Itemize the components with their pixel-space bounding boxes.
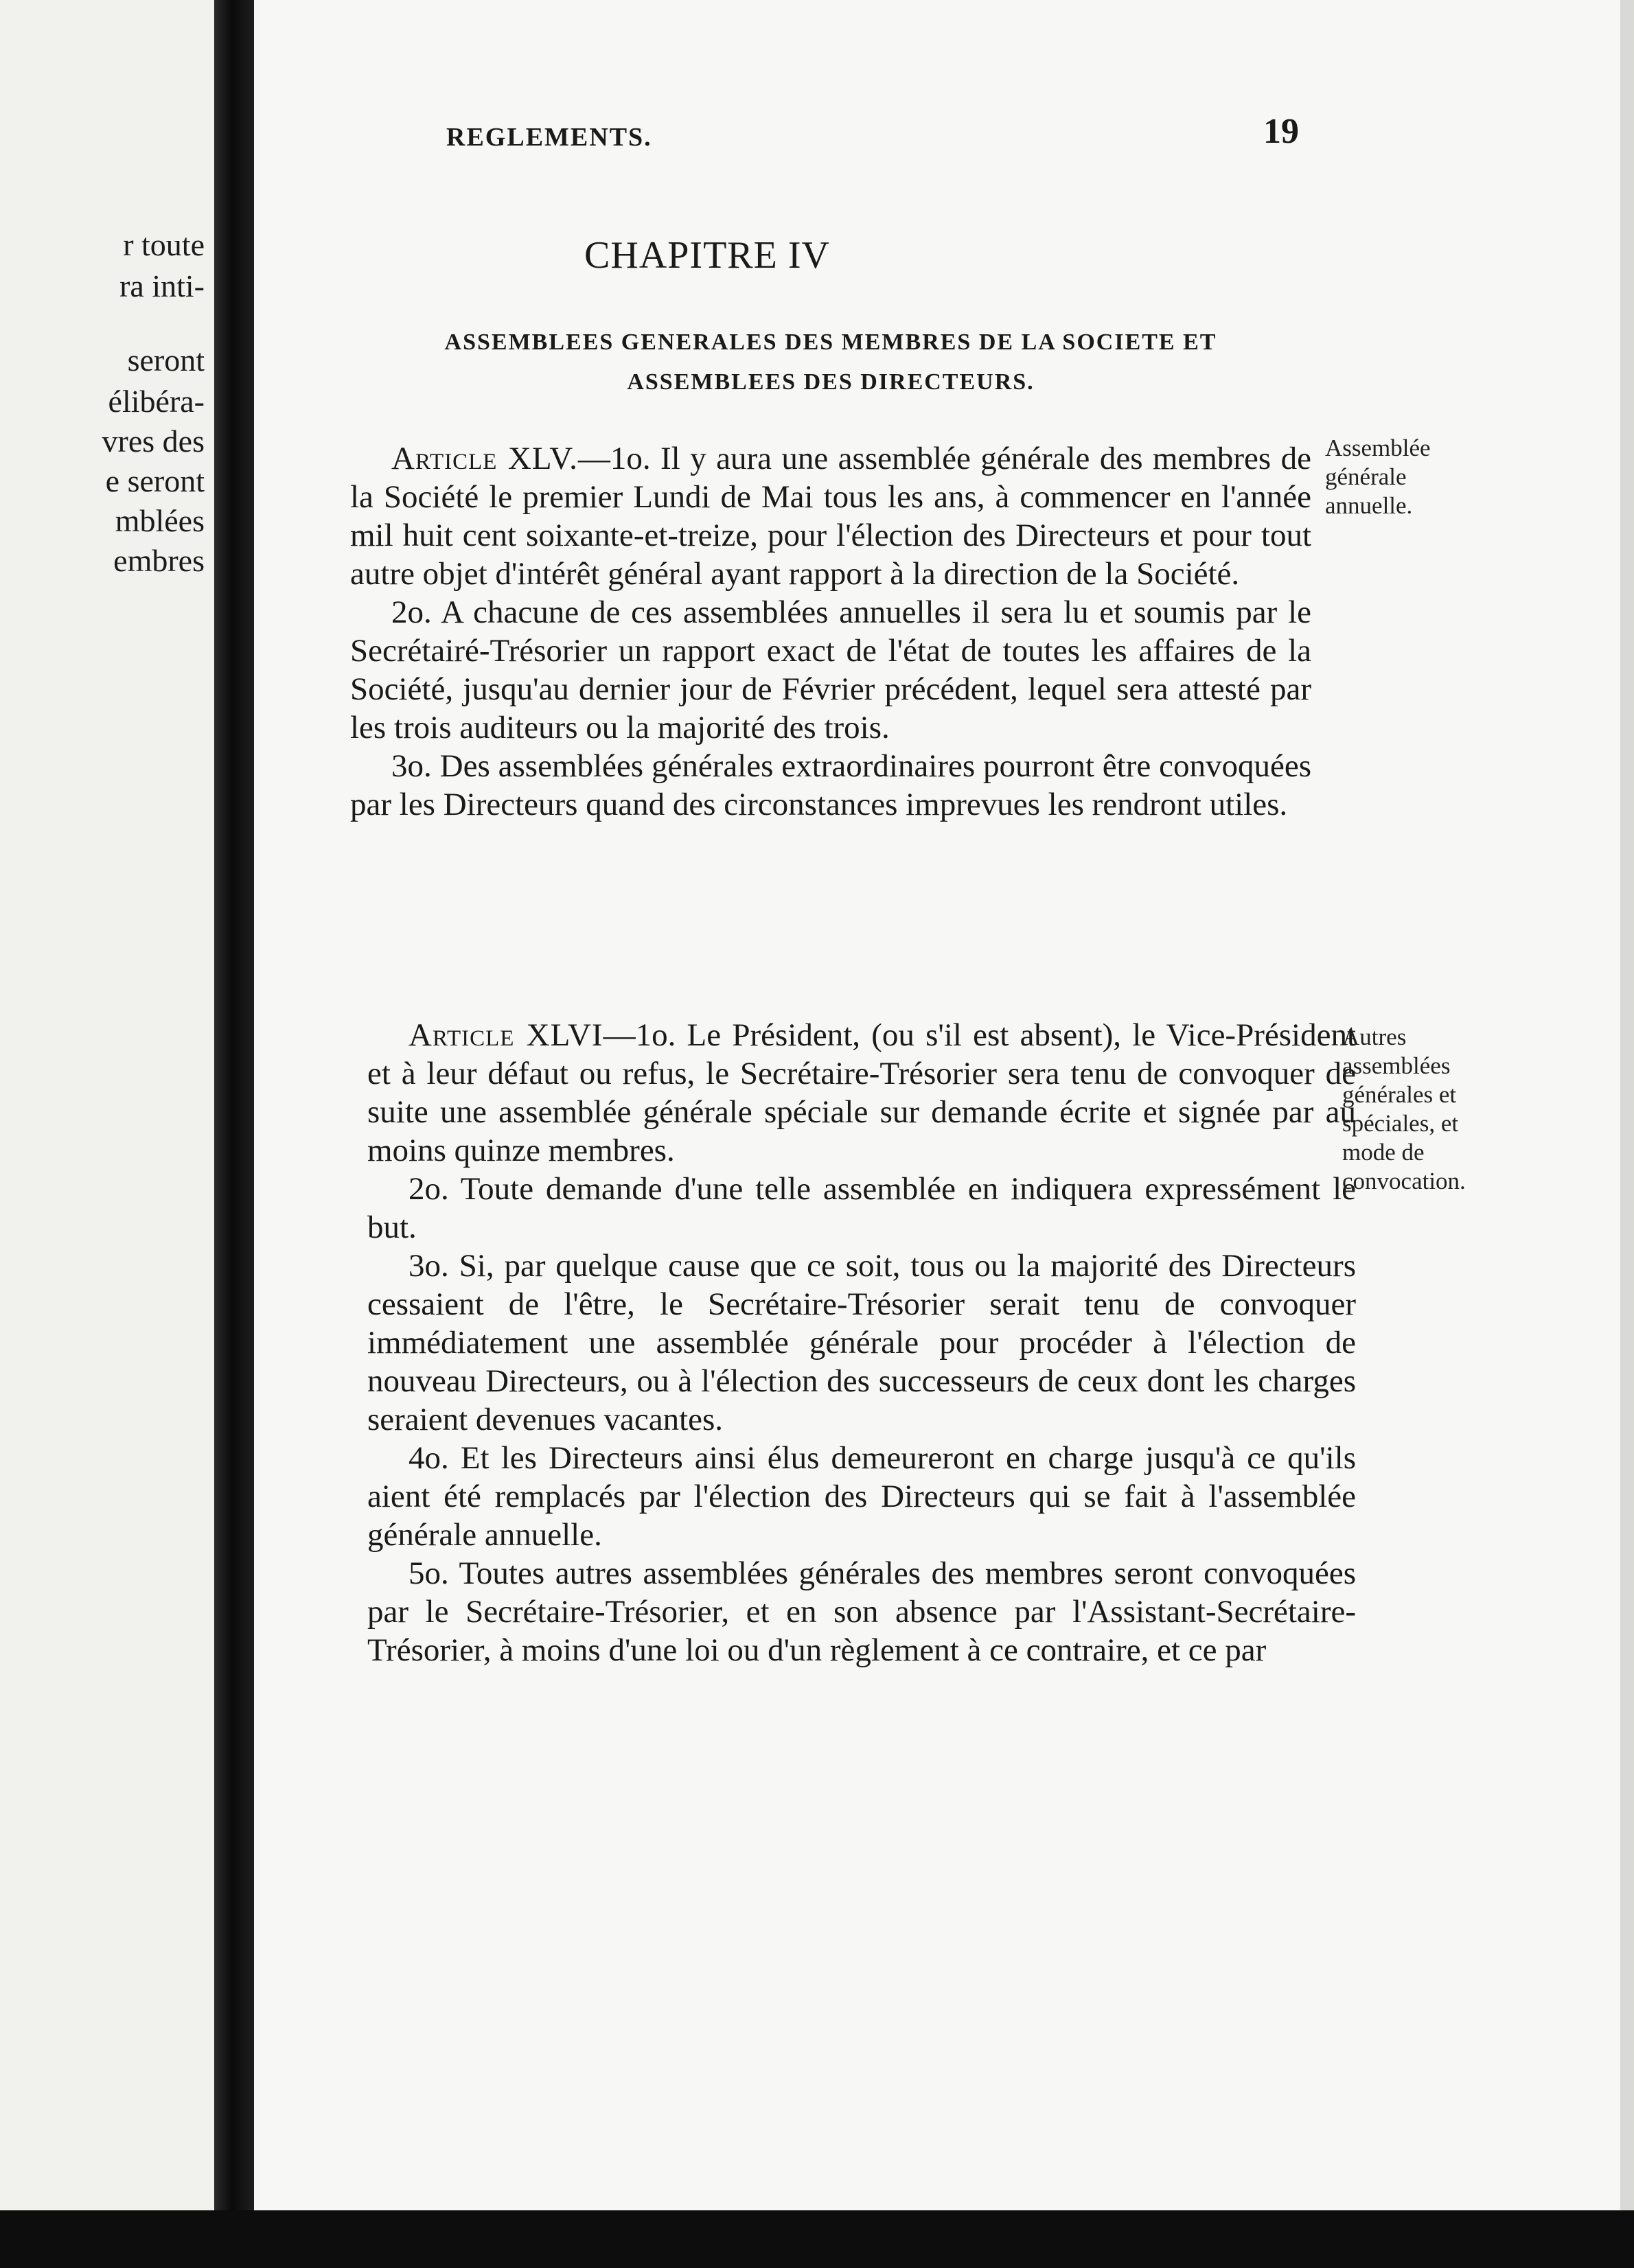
left-page-fragment: vres des xyxy=(102,424,205,459)
article-paragraph xyxy=(367,1016,1356,1170)
article-paragraph: 3o. Des assemblées générales extraordinaires pourront être convoquées par les Directeurs quand des circonstances imprevues les rendront utiles. xyxy=(350,748,1311,822)
page-number: 19 xyxy=(1263,112,1299,151)
left-page-fragment: ra inti- xyxy=(119,268,205,303)
left-page-fragment: mblées xyxy=(115,503,205,538)
left-page-fragment: r toute xyxy=(123,227,205,262)
scan-border xyxy=(0,2210,1634,2268)
left-page-fragment: embres xyxy=(113,543,205,578)
left-page-fragment: seront xyxy=(127,343,205,378)
section-heading xyxy=(336,323,1325,402)
article-paragraph xyxy=(350,439,1311,593)
article-45 xyxy=(350,439,1311,824)
article-paragraph: 2o. A chacune de ces assemblées annuelles il sera lu et soumis par le Secrétairé-Trésorier un rapport exact de l'état de toutes les affaires de la Société, jusqu'au dernier jour de Février précédent, lequel sera attesté par les trois auditeurs ou la majorité des trois. xyxy=(350,594,1311,745)
page-edge xyxy=(1620,0,1634,2210)
left-facing-page xyxy=(0,0,214,2268)
left-page-fragment: e seront xyxy=(105,463,205,498)
article-paragraph: 5o. Toutes autres assemblées générales des membres seront convoquées par le Secrétaire-Trésorier, et en son absence par l'Assistant-Secrétaire-Trésorier, à moins d'une loi ou d'un règlement à ce contraire, et ce par xyxy=(367,1555,1356,1668)
article-paragraph: 3o. Si, par quelque cause que ce soit, tous ou la majorité des Directeurs cessaient de l'être, le Secrétaire-Trésorier serait tenu de convoquer immédiatement une assemblée générale pour procéder à l'élection de nouveau Directeurs, ou à l'élection des successeurs de ceux dont les charges seraient devenues vacantes. xyxy=(367,1248,1356,1437)
book-gutter xyxy=(214,0,254,2268)
article-heading: Article XLVI xyxy=(408,1017,603,1053)
section-heading-line: ASSEMBLEES DES DIRECTEURS. xyxy=(627,369,1035,395)
article-text: —1o. Le Président, (ou s'il est absent), le Vice-Président et à leur défaut ou refus, le Secrétaire-Trésorier sera tenu de convoquer de suite une assemblée générale spéciale sur demande écrite et signée par au moins quinze membres. xyxy=(367,1017,1356,1168)
article-paragraph: 2o. Toute demande d'une telle assemblée en indiquera expressément le but. xyxy=(367,1171,1356,1245)
margin-note: Assemblée générale annuelle. xyxy=(1325,435,1431,519)
article-heading: Article XLV. xyxy=(391,441,578,476)
left-page-fragment: élibéra- xyxy=(108,384,205,419)
article-text: —1o. Il y aura une assemblée générale des membres de la Société le premier Lundi de Mai tous les ans, à commencer en l'année mil huit cent soixante-et-treize, pour l'élection des Directeurs et pour tout autre objet d'intérêt général ayant rapport à la direction de la Société. xyxy=(350,441,1311,592)
article-paragraph: 4o. Et les Directeurs ainsi élus demeureront en charge jusqu'à ce qu'ils aient été remplacés par l'élection des Directeurs qui se fait à l'assemblée générale annuelle. xyxy=(367,1440,1356,1553)
section-heading-line: ASSEMBLEES GENERALES DES MEMBRES DE LA SOCIETE ET xyxy=(444,329,1217,355)
article-46 xyxy=(367,1016,1356,1669)
margin-note: Autres assemblées générales et spéciales, et mode de convocation. xyxy=(1342,1023,1466,1194)
chapter-title: CHAPITRE IV xyxy=(584,234,830,277)
running-title: REGLEMENTS. xyxy=(446,123,652,152)
